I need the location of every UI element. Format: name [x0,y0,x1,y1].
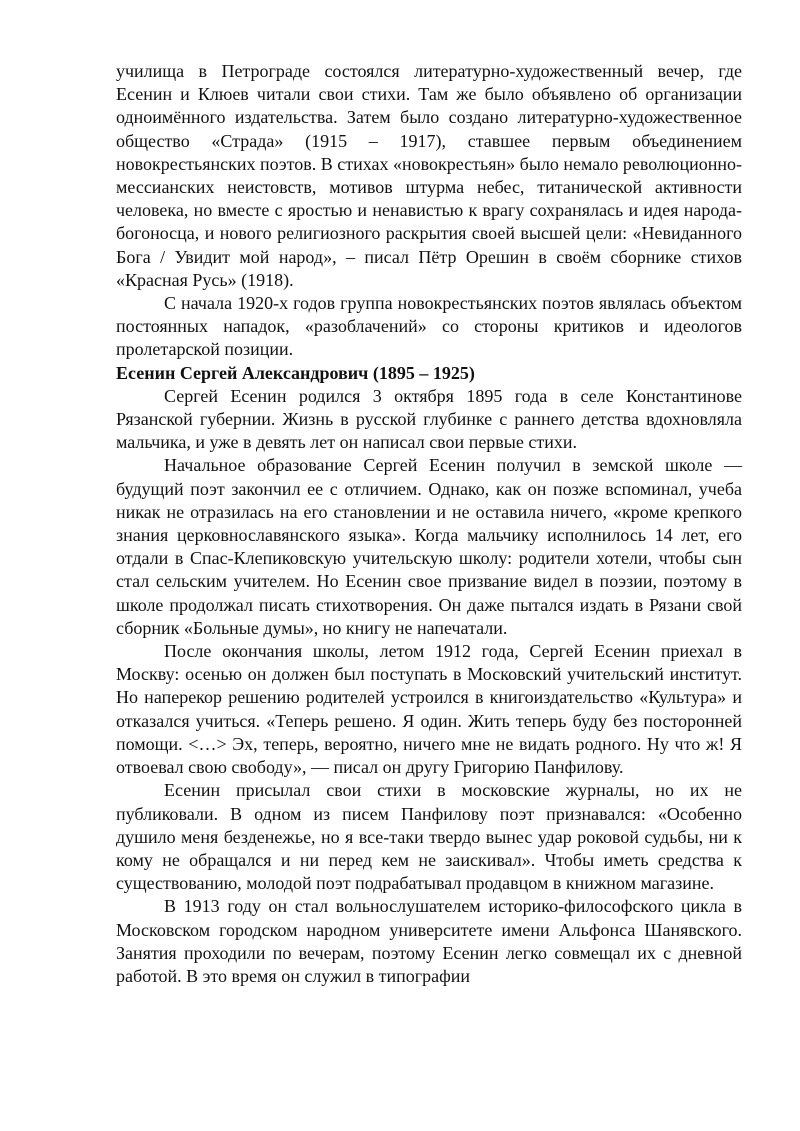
paragraph: Есенин присылал свои стихи в московские журналы, но их не публиковали. В одном из писем Панфилову поэт признавался: «Особенно душило меня безденежье, но я все-таки твердо вынес удар роковой судьбы, ни к кому не обращался и ни перед кем не заискивал». Чтобы иметь средства к существованию, молодой поэт подрабатывал продавцом в книжном магазине. [116,780,742,894]
paragraph: Сергей Есенин родился 3 октября 1895 года в селе Константинове Рязанской губернии. Жизнь в русской глубинке с раннего детства вдохновляла мальчика, и уже в девять лет он написал свои первые стихи. [116,385,742,453]
paragraph: В 1913 году он стал вольнослушателем историко-философского цикла в Московском городском народном университете имени Альфонса Шанявского. Занятия проходили по вечерам, поэтому Есенин легко совмещал их с дневной работой. В это время он служил в типографии [116,896,742,986]
paragraph: После окончания школы, летом 1912 года, Сергей Есенин приехал в Москву: осенью он должен был поступать в Московский учительский институт. Но наперекор решению родителей устроился в книгоиздательство «Культура» и отказался учиться. «Теперь решено. Я один. Жить теперь буду без посторонней помощи. <…> Эх, теперь, вероятно, ничего мне не видать родного. Ну что ж! Я отвоевал свою свободу», — писал он другу Григорию Панфилову. [116,641,742,778]
paragraph: училища в Петрограде состоялся литературно-художественный вечер, где Есенин и Клюев читали свои стихи. Там же было объявлено об организации одноимённого издательства. Затем было создано литературно-художественное общество «Страда» (1915 – 1917), ставшее первым объединением новокрестьянских поэтов. В стихах «новокрестьян» было немало революционно-мессианских неистовств, мотивов штурма небес, титанической активности человека, но вместе с яростью и ненавистью к врагу сохранялась и идея народа-богоносца, и нового религиозного раскрытия своей высшей цели: «Невиданного Бога / Увидит мой народ», – писал Пётр Орешин в своём сборнике стихов «Красная Русь» (1918). [116,61,742,290]
document-page [116,60,742,988]
section-heading: Есенин Сергей Александрович (1895 – 1925) [116,362,475,383]
paragraph: С начала 1920-х годов группа новокрестьянских поэтов являлась объектом постоянных нападок, «разоблачений» со стороны критиков и идеологов пролетарской позиции. [116,293,742,360]
paragraph: Начальное образование Сергей Есенин получил в земской школе — будущий поэт закончил ее с отличием. Однако, как он позже вспоминал, учеба никак не отразилась на его становлении и не оставила ничего, «кроме крепкого знания церковнославянского языка». Когда мальчику исполнилось 14 лет, его отдали в Спас-Клепиковскую учительскую школу: родители хотели, чтобы сын стал сельским учителем. Но Есенин свое призвание видел в поэзии, поэтому в школе продолжал писать стихотворения. Он даже пытался издать в Рязани свой сборник «Больные думы», но книгу не напечатали. [116,455,742,638]
